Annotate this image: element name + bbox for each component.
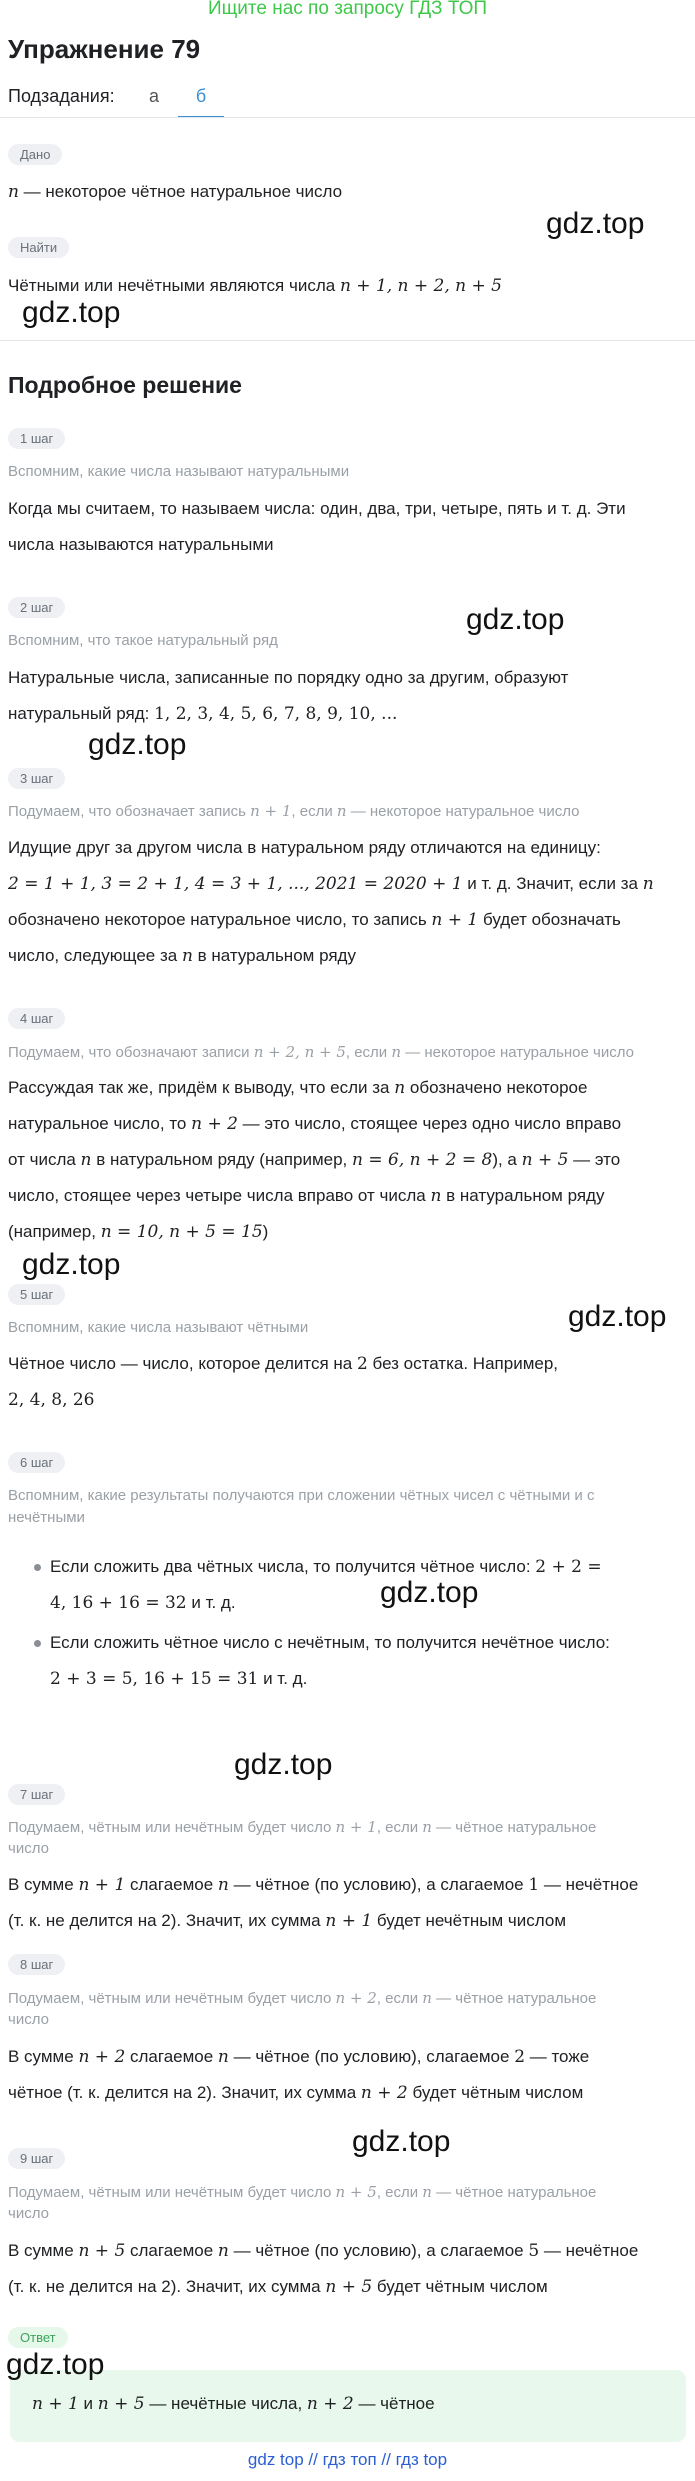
text: — нечётное bbox=[539, 2241, 639, 2260]
text: В сумме bbox=[8, 1875, 79, 1894]
math: 2 = 1 + 1, 3 = 2 + 1, 4 = 3 + 1, ..., 2021 = 2020 + 1 bbox=[8, 874, 463, 894]
watermark: gdz.top bbox=[6, 2348, 105, 2381]
step-pill: 2 шаг bbox=[8, 597, 65, 618]
math: 2 + 3 = 5, 16 + 15 = 31 bbox=[50, 1669, 259, 1689]
watermark: gdz.top bbox=[22, 296, 121, 329]
step-text: Идущие друг за другом числа в натуральном ряду отличаются на единицу: bbox=[8, 838, 601, 857]
text: и т. д. Значит, если за bbox=[462, 874, 643, 893]
step-hint bbox=[8, 1816, 596, 1839]
text: В сумме bbox=[8, 2047, 79, 2066]
text: Подумаем, что обозначают записи bbox=[8, 1044, 254, 1061]
math: n + 5 bbox=[78, 2241, 126, 2261]
step-hint: число bbox=[8, 1840, 49, 1857]
watermark: gdz.top bbox=[466, 603, 565, 636]
step-text: Натуральные числа, записанные по порядку одно за другим, образуют bbox=[8, 668, 569, 687]
solution-title: Подробное решение bbox=[8, 372, 242, 398]
step-text bbox=[8, 2234, 638, 2268]
step-text bbox=[8, 903, 621, 937]
text: без остатка. Например, bbox=[367, 1354, 559, 1373]
text: слагаемое bbox=[125, 1875, 218, 1894]
watermark: gdz.top bbox=[568, 1300, 667, 1333]
text: в натуральном ряду bbox=[192, 946, 356, 965]
text: ), а bbox=[492, 1150, 522, 1169]
subtab-b[interactable]: б bbox=[178, 80, 224, 118]
step-text bbox=[8, 697, 397, 731]
text: Подумаем, что обозначает запись bbox=[8, 803, 251, 820]
math: n + 2 bbox=[360, 2083, 408, 2103]
step-text bbox=[8, 1179, 604, 1213]
step-text bbox=[50, 1550, 602, 1584]
math: n bbox=[422, 2183, 432, 2201]
bullet-icon bbox=[34, 1640, 41, 1647]
step-hint bbox=[8, 1041, 634, 1064]
step-text bbox=[8, 2270, 548, 2304]
math: n + 2 bbox=[306, 2394, 354, 2414]
step-hint: число bbox=[8, 2011, 49, 2028]
math: n bbox=[391, 1043, 402, 1061]
math: 1, 2, 3, 4, 5, 6, 7, 8, 9, 10, ... bbox=[154, 704, 398, 724]
math: n + 1 bbox=[325, 1911, 373, 1931]
answer-text bbox=[32, 2387, 435, 2421]
math: n bbox=[394, 1078, 406, 1098]
step-text: Если сложить чётное число с нечётным, то получится нечётное число: bbox=[50, 1633, 610, 1652]
step-hint bbox=[8, 1987, 596, 2010]
watermark: gdz.top bbox=[22, 1248, 121, 1281]
text: чётное (т. к. делится на 2). Значит, их сумма bbox=[8, 2083, 361, 2102]
step-text bbox=[8, 1143, 620, 1177]
text: (т. к. не делится на 2). Значит, их сумма bbox=[8, 1911, 326, 1930]
math: n bbox=[642, 874, 654, 894]
step-text bbox=[8, 867, 654, 901]
step-text bbox=[8, 1868, 638, 1902]
text: — некоторое чётное натуральное число bbox=[18, 182, 343, 201]
text: слагаемое bbox=[125, 2047, 218, 2066]
math: n bbox=[422, 1818, 432, 1836]
math: n bbox=[181, 946, 193, 966]
text: — некоторое натуральное число bbox=[401, 1044, 634, 1061]
math: n + 5 bbox=[97, 2394, 145, 2414]
text: — чётное (по условию), а слагаемое bbox=[228, 1875, 529, 1894]
watermark: gdz.top bbox=[546, 207, 645, 240]
step-hint: Вспомним, какие результаты получаются при сложении чётных чисел с чётными и с bbox=[8, 1487, 595, 1504]
given-text bbox=[8, 175, 342, 209]
watermark: gdz.top bbox=[88, 728, 187, 761]
math: n bbox=[217, 2241, 229, 2261]
text: и bbox=[78, 2394, 98, 2413]
math: 2 + 2 = bbox=[535, 1557, 602, 1577]
text: число, следующее за bbox=[8, 946, 182, 965]
step-pill: 7 шаг bbox=[8, 1784, 65, 1805]
text: обозначено некоторое натуральное число, то запись bbox=[8, 910, 432, 929]
text: (т. к. не делится на 2). Значит, их сумма bbox=[8, 2277, 326, 2296]
watermark: gdz.top bbox=[380, 1576, 479, 1609]
text: (например, bbox=[8, 1222, 101, 1241]
text: натуральный ряд: bbox=[8, 704, 155, 723]
step-text bbox=[8, 1071, 587, 1105]
math: n + 1 bbox=[335, 1818, 377, 1836]
math: n + 2 bbox=[78, 2047, 126, 2067]
text: — нечётное bbox=[539, 1875, 639, 1894]
text: будет обозначать bbox=[478, 910, 621, 929]
text: Подумаем, чётным или нечётным будет число bbox=[8, 1990, 336, 2007]
section-divider bbox=[0, 340, 695, 341]
find-pill: Найти bbox=[8, 237, 69, 258]
subtab-a[interactable]: а bbox=[148, 86, 159, 106]
step-text bbox=[8, 2040, 589, 2074]
text: слагаемое bbox=[125, 2241, 218, 2260]
step-text bbox=[8, 1215, 268, 1249]
math: n + 5 bbox=[521, 1150, 569, 1170]
step-pill: 4 шаг bbox=[8, 1008, 65, 1029]
text: — чётное (по условию), слагаемое bbox=[228, 2047, 515, 2066]
text: натуральное число, то bbox=[8, 1114, 192, 1133]
text: число, стоящее через четыре числа вправо от числа bbox=[8, 1186, 431, 1205]
math: 2 bbox=[356, 1354, 368, 1374]
math: 1 bbox=[528, 1875, 540, 1895]
step-text bbox=[8, 1904, 566, 1938]
text: — чётное натуральное bbox=[431, 2184, 597, 2201]
text: — это bbox=[568, 1150, 621, 1169]
step-hint: нечётными bbox=[8, 1509, 85, 1526]
math: n bbox=[422, 1989, 432, 2007]
math: n + 2 bbox=[335, 1989, 377, 2007]
math: 5 bbox=[528, 2241, 540, 2261]
page-title: Упражнение 79 bbox=[8, 34, 201, 64]
text: , если bbox=[291, 803, 337, 820]
text: — чётное bbox=[353, 2394, 435, 2413]
footer-links[interactable]: gdz top // гдз топ // гдз top bbox=[247, 2450, 448, 2469]
text: В сумме bbox=[8, 2241, 79, 2260]
math: 2, 4, 8, 26 bbox=[8, 1390, 95, 1410]
step-pill: 6 шаг bbox=[8, 1452, 65, 1473]
step-text bbox=[8, 1107, 621, 1141]
step-text: Когда мы считаем, то называем числа: один, два, три, четыре, пять и т. д. Эти bbox=[8, 499, 626, 518]
text: , если bbox=[376, 1990, 423, 2007]
math: n bbox=[336, 802, 347, 820]
text: — это число, стоящее через одно число вправо bbox=[237, 1114, 622, 1133]
text: — тоже bbox=[525, 2047, 590, 2066]
math: n + 1 bbox=[250, 802, 292, 820]
text: , если bbox=[345, 1044, 392, 1061]
text: будет чётным числом bbox=[372, 2277, 548, 2296]
step-hint: Вспомним, что такое натуральный ряд bbox=[8, 632, 278, 649]
math: n + 1, n + 2, n + 5 bbox=[339, 276, 503, 296]
math: n bbox=[430, 1186, 442, 1206]
text: ) bbox=[262, 1222, 269, 1241]
step-pill: 3 шаг bbox=[8, 768, 65, 789]
math: n + 1 bbox=[32, 2394, 79, 2414]
bullet-icon bbox=[34, 1564, 41, 1571]
search-promo-link[interactable]: Ищите нас по запросу ГДЗ ТОП bbox=[207, 0, 488, 19]
text: будет нечётным числом bbox=[372, 1911, 567, 1930]
watermark: gdz.top bbox=[352, 2125, 451, 2158]
step-text bbox=[8, 1383, 95, 1417]
math: 4, 16 + 16 = 32 bbox=[50, 1593, 187, 1613]
text: — чётное натуральное bbox=[431, 1819, 597, 1836]
answer-pill: Ответ bbox=[8, 2327, 68, 2348]
text: обозначено некоторое bbox=[405, 1078, 588, 1097]
text: от числа bbox=[8, 1150, 81, 1169]
text: будет чётным числом bbox=[407, 2083, 584, 2102]
math: n + 2 bbox=[191, 1114, 238, 1134]
text: Подумаем, чётным или нечётным будет число bbox=[8, 2184, 336, 2201]
text: в натуральном ряду bbox=[441, 1186, 605, 1205]
math: n + 2, n + 5 bbox=[253, 1043, 346, 1061]
math: n = 6, n + 2 = 8 bbox=[352, 1150, 493, 1170]
text: Чётное число — число, которое делится на bbox=[8, 1354, 357, 1373]
step-hint bbox=[8, 800, 580, 823]
text: Если сложить два чётных числа, то получится чётное число: bbox=[50, 1557, 536, 1576]
math: n bbox=[217, 2047, 229, 2067]
math: n bbox=[80, 1150, 92, 1170]
text: и т. д. bbox=[258, 1669, 308, 1688]
text: — некоторое натуральное число bbox=[346, 803, 580, 820]
subtasks-label: Подзадания: bbox=[8, 86, 115, 106]
math: n + 1 bbox=[431, 910, 479, 930]
step-pill: 8 шаг bbox=[8, 1954, 65, 1975]
step-text bbox=[8, 1347, 558, 1381]
math: n bbox=[8, 182, 19, 202]
step-text bbox=[50, 1662, 307, 1696]
text: — нечётные числа, bbox=[144, 2394, 307, 2413]
text: — чётное натуральное bbox=[431, 1990, 597, 2007]
given-pill: Дано bbox=[8, 144, 62, 165]
math: n bbox=[217, 1875, 229, 1895]
step-hint: Вспомним, какие числа называют натуральными bbox=[8, 463, 350, 480]
step-pill: 1 шаг bbox=[8, 428, 65, 449]
step-hint: число bbox=[8, 2205, 49, 2222]
step-text: числа называются натуральными bbox=[8, 535, 274, 554]
step-text bbox=[8, 2076, 583, 2110]
step-hint bbox=[8, 2181, 596, 2204]
text: Рассуждая так же, придём к выводу, что если за bbox=[8, 1078, 395, 1097]
step-text bbox=[8, 939, 356, 973]
math: n + 1 bbox=[78, 1875, 126, 1895]
text: и т. д. bbox=[186, 1593, 236, 1612]
step-hint: Вспомним, какие числа называют чётными bbox=[8, 1319, 309, 1336]
step-pill: 5 шаг bbox=[8, 1284, 65, 1305]
math: n + 5 bbox=[325, 2277, 373, 2297]
text: Подумаем, чётным или нечётным будет число bbox=[8, 1819, 336, 1836]
math: n + 5 bbox=[335, 2183, 377, 2201]
text: в натуральном ряду (например, bbox=[91, 1150, 352, 1169]
text: — чётное (по условию), а слагаемое bbox=[228, 2241, 529, 2260]
step-text bbox=[50, 1586, 236, 1620]
watermark: gdz.top bbox=[234, 1748, 333, 1781]
math: n = 10, n + 5 = 15 bbox=[100, 1222, 263, 1242]
math: 2 bbox=[514, 2047, 526, 2067]
tabs-divider bbox=[0, 117, 695, 118]
text: , если bbox=[376, 2184, 423, 2201]
text: Чётными или нечётными являются числа bbox=[8, 276, 340, 295]
step-pill: 9 шаг bbox=[8, 2148, 65, 2169]
text: , если bbox=[376, 1819, 423, 1836]
